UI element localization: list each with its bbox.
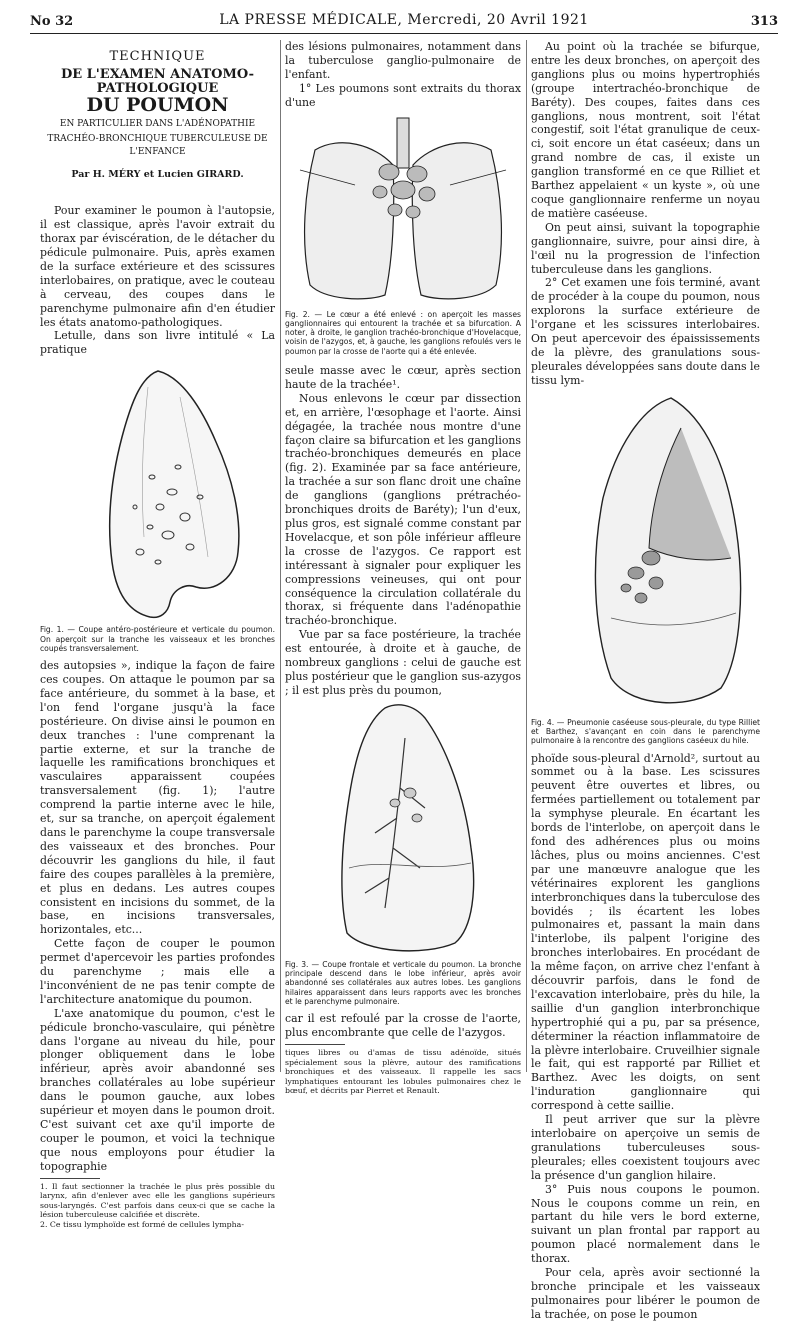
figure-1-caption: Fig. 1. — Coupe antéro-postérieure et verticale du poumon. On aperçoit sur la tranche les vaisseaux et les bronches coupés transversalement.	[40, 625, 275, 653]
article-title-block	[40, 50, 275, 182]
column-divider	[526, 40, 527, 1072]
journal-title: LA PRESSE MÉDICALE, Mercredi, 20 Avril 1921	[219, 12, 589, 28]
paragraph: des lésions pulmonaires, notamment dans la tuberculose ganglio-pulmonaire de l'enfant.	[285, 40, 521, 81]
header-rule	[30, 33, 778, 34]
article-authors: Par H. MÉRY et Lucien GIRARD.	[71, 169, 244, 181]
figure-2-caption: Fig. 2. — Le cœur a été enlevé : on aperçoit les masses ganglionnaires qui entourent la trachée et sa bifurcation. A noter, à droite, le ganglion trachéo-bronchique d'Hovelacque, voisin de l'azygos, et, à gauche, les ganglions refoulés vers le poumon par la crosse de l'aorte qui a été enlevée.	[285, 309, 521, 356]
footnote-rule	[285, 1044, 345, 1045]
paragraph: des autopsies », indique la façon de faire ces coupes. On attaque le poumon par sa face antérieure, du sommet à la base, et l'on fend l'organe jusqu'à la face postérieure. On divise ainsi le poumon en deux tranches : l'une comprenant la partie externe, et sur la tranche de laquelle les ramifications bronchiques et vasculaires apparaissent coupées transversalement (fig. 1); l'autre comprend la partie interne avec le hile, et, sur sa tranche, on aperçoit également dans le parenchyme la coupe transversale des vaisseaux et des bronches. Pour découvrir les ganglions du hile, il faut faire des coupes parallèles à la première, et plus en dedans. Les autres coupes consistent en incisions du sommet, de la base, en incisions transversales, horizontales, etc...	[40, 659, 275, 937]
figure-4-caption: Fig. 4. — Pneumonie caséeuse sous-pleurale, du type Rilliet et Barthez, s'avançant en coin dans le parenchyme pulmonaire à la rencontre des ganglions caséeux du hile.	[531, 717, 760, 746]
article-subtitle: EN PARTICULIER DANS L'ADÉNOPATHIE	[59, 118, 256, 129]
paragraph: seule masse avec le cœur, après section haute de la trachée¹.	[285, 364, 521, 391]
paragraph: L'axe anatomique du poumon, c'est le pédicule broncho-vasculaire, qui pénètre dans l'organe au niveau du hile, pour plonger obliquement dans le lobe inférieur, après avoir abandonné ses branches collatérales au lobe supérieur dans le poumon gauche, aux lobes supérieur et moyen dans le poumon droit. C'est suivant cet axe qu'il importe de couper le poumon, et voici la technique que nous employons pour étudier la topographie	[40, 1006, 275, 1173]
figure-2-lungs-trachea-illustration	[285, 110, 521, 310]
paragraph: On peut ainsi, suivant la topographie ganglionnaire, suivre, pour ainsi dire, à l'œil nu la progression de l'infection tuberculeuse dans les ganglions.	[531, 220, 760, 276]
paragraph: Pour examiner le poumon à l'autopsie, il est classique, après l'avoir extrait du thorax par éviscération, de le détacher du pédicule pulmonaire. Puis, après examen de la surface extérieure et des scissures interlobaires, on pratique, avec le couteau à cerveau, des coupes dans le parenchyme pulmonaire afin d'en étudier les états anatomo-pathologiques.	[40, 204, 275, 329]
footnote-2: 2. Ce tissu lymphoïde est formé de cellules lympha-	[40, 1219, 244, 1229]
figure-3-frontal-lung-section-illustration	[285, 698, 521, 960]
paragraph: phoïde sous-pleural d'Arnold², surtout au sommet ou à la base. Les scissures peuvent être ouvertes et libres, ou fermées partiellement ou totalement par la symphyse pleurale. En écartant les bords de l'interlobe, on aperçoit dans le fond des adhérences plus ou moins lâches, plus ou moins anciennes. C'est par une manœuvre analogue que les vétérinaires explorent les ganglions interbronchiques dans la tuberculose des bovidés ; ils écartent les lobes pulmonaires et, passant la main dans l'interlobe, ils palpent l'origine des bronches interlobaires. En procédant de la même façon, on arrive chez l'enfant à découvrir parfois, dans le fond de l'excavation interlobaire, près du hile, la saillie d'un ganglion interbronchique hypertrophié qui a pu, par sa présence, déterminer la réaction inflammatoire de la plèvre interlobaire. Cruveilhier signale le fait, qui est rapporté par Rilliet et Barthez. Avec les doigts, on sent l'induration ganglionnaire qui correspond à cette saillie.	[531, 751, 760, 1113]
article-subtitle: TRACHÉO-BRONCHIQUE TUBERCULEUSE DE L'ENFANCE	[47, 133, 268, 158]
article-title: DE L'EXAMEN ANATOMO-PATHOLOGIQUE	[60, 66, 255, 96]
footnote-1: 1. Il faut sectionner la trachée le plus près possible du larynx, afin d'enlever avec elle les ganglions supérieurs sous-laryngés. C'est parfois dans ceux-ci que se cache la lésion tuberculeuse calcifiée et discrète.	[40, 1181, 275, 1220]
paragraph: 1° Les poumons sont extraits du thorax d'une	[285, 81, 521, 109]
footnote-continued: tiques libres ou d'amas de tissu adénoïde, situés spécialement sous la plèvre, autour des ramifications bronchiques et des vaisseaux. Il rappelle les sacs lymphatiques entourant les lobules pulmonaires chez le bœuf, et décrits par Pierret et Renault.	[285, 1048, 521, 1096]
paragraph: Cette façon de couper le poumon permet d'apercevoir les parties profondes du parenchyme ; mais elle a l'inconvénient de ne pas tenir compte de l'architecture anatomique du poumon.	[40, 937, 275, 1006]
page-header	[30, 10, 778, 32]
paragraph: car il est refoulé par la crosse de l'aorte, plus encombrante que celle de l'azygos.	[285, 1012, 521, 1040]
paragraph: 2° Cet examen une fois terminé, avant de procéder à la coupe du poumon, nous explorons la surface extérieure de l'organe et les scissures interlobaires. On peut apercevoir des épaississements de la plèvre, des granulations sous-pleurales développées sans doute dans le tissu lym-	[531, 276, 760, 387]
paragraph: Au point où la trachée se bifurque, entre les deux bronches, on aperçoit des ganglions plus ou moins hypertrophiés (groupe intertrachéo-bronchique de Baréty). Des coupes, faites dans ces ganglions, nous montrent, soit l'état congestif, soit l'état granulique de ceux-ci, soit encore un état caséeux; dans un grand nombre de cas, il existe un ganglion transformé en ce que Rilliet et Barthez appelaient « un kyste », où une coque ganglionnaire renferme un noyau de matière caséeuse.	[531, 40, 760, 220]
paragraph: 3° Puis nous coupons le poumon. Nous le coupons comme un rein, en partant du hile vers le bord externe, suivant un plan frontal par rapport au poumon placé normalement dans le thorax.	[531, 1182, 760, 1266]
figure-1-lung-section-illustration	[40, 357, 275, 625]
paragraph: Pour cela, après avoir sectionné la bronche principale et les vaisseaux pulmonaires pour libérer le poumon de la trachée, on pose le poumon	[531, 1266, 760, 1321]
paragraph: Letulle, dans son livre intitulé « La pratique	[40, 329, 275, 357]
figure-4-caseous-pneumonia-illustration	[531, 388, 760, 718]
column-divider	[280, 40, 281, 1072]
paragraph: Nous enlevons le cœur par dissection et, en arrière, l'œsophage et l'aorte. Ainsi dégagée, la trachée nous montre d'une façon claire sa bifurcation et les ganglions trachéo-bronchiques demeurés en place (fig. 2). Examinée par sa face antérieure, la trachée a sur son flanc droit une chaîne de ganglions (ganglions prétrachéo-bronchiques droits de Baréty); l'un d'eux, plus gros, est signalé comme constant par Hovelacque, et son pôle inférieur affleure la crosse de l'azygos. Ce rapport est intéressant à signaler pour expliquer les compressions veineuses, qui ont pour conséquence la circulation collatérale du thorax, si fréquente dans l'adénopathie trachéo-bronchique.	[285, 391, 521, 628]
article-title-main: DU POUMON	[86, 93, 229, 116]
issue-number: No 32	[30, 14, 74, 29]
column-2	[285, 40, 521, 1096]
footnote-rule	[40, 1178, 100, 1179]
figure-3-caption: Fig. 3. — Coupe frontale et verticale du poumon. La bronche principale descend dans le lobe inférieur, après avoir abandonné ses collatérales aux autres lobes. Les ganglions hilaires apparaissent dans leurs rapports avec les bronches et le parenchyme pulmonaire.	[285, 959, 521, 1006]
article-kicker: TECHNIQUE	[109, 49, 206, 64]
column-3	[531, 40, 760, 1322]
column-1	[40, 40, 275, 1229]
paragraph: Vue par sa face postérieure, la trachée est entourée, à droite et à gauche, de nombreux ganglions : celui de gauche est plus postérieur que le ganglion sus-azygos ; il est plus près du poumon,	[285, 628, 521, 697]
page-number: 313	[750, 14, 778, 29]
paragraph: Il peut arriver que sur la plèvre interlobaire on aperçoive un semis de granulations tuberculeuses sous-pleurales; elles coexistent toujours avec la présence d'un ganglion hilaire.	[531, 1113, 760, 1182]
